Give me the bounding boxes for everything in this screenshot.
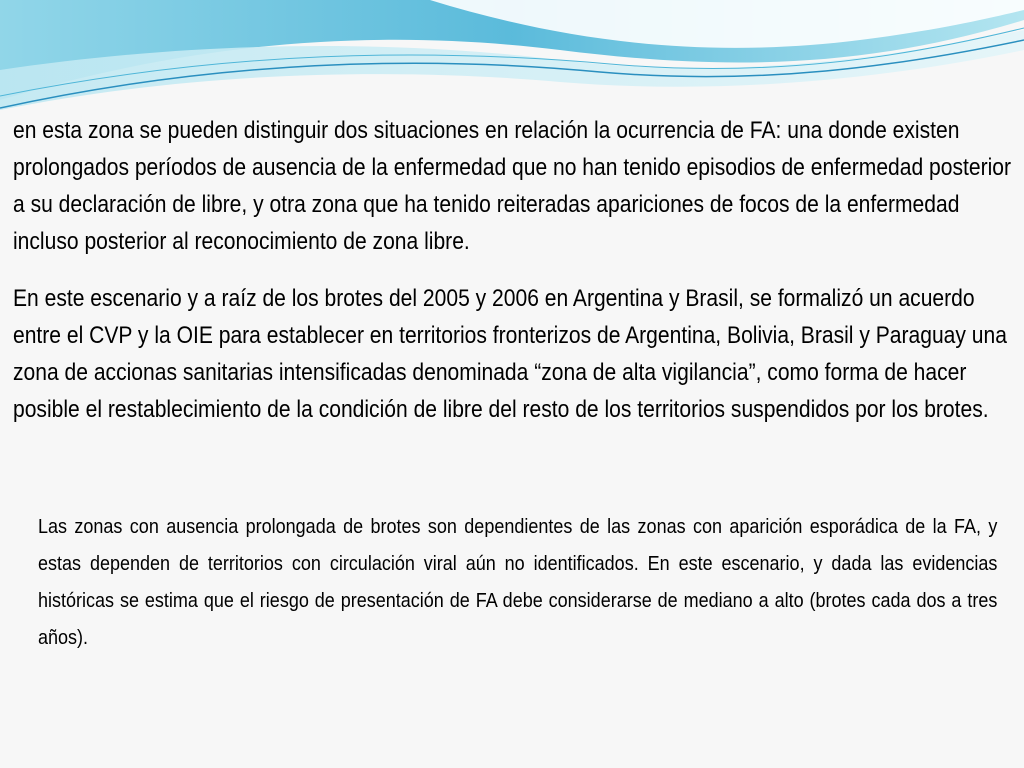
header-wave-decoration [0,0,1024,120]
paragraph-situations: en esta zona se pueden distinguir dos situaciones en relación la ocurrencia de FA: una donde existen prolongados períodos de ausencia de la enfermedad que no han tenido episodios de enfermedad posterior a su declaración de libre, y otra zona que ha tenido reiteradas apariciones de focos de la enfermedad incluso posterior al reconocimiento de zona libre. [13,117,1012,255]
paragraph-high-vigilance-zone: En este escenario y a raíz de los brotes del 2005 y 2006 en Argentina y Brasil, se formalizó un acuerdo entre el CVP y la OIE para establecer en territorios fronterizos de Argentina, Bolivia, Brasil y Paraguay una zona de accionas sanitarias intensificadas denominada “zona de alta vigilancia”, como forma de hacer posible el restablecimiento de la condición de libre del resto de los territorios suspendidos por los brotes. [13,285,1007,423]
paragraph-risk-assessment: Las zonas con ausencia prolongada de brotes son dependientes de las zonas con aparición esporádica de la FA, y estas dependen de territorios con circulación viral aún no identificados. En este escenario, y dada las evidencias históricas se estima que el riesgo de presentación de FA debe considerarse de mediano a alto (brotes cada dos a tres años). [38,516,998,649]
